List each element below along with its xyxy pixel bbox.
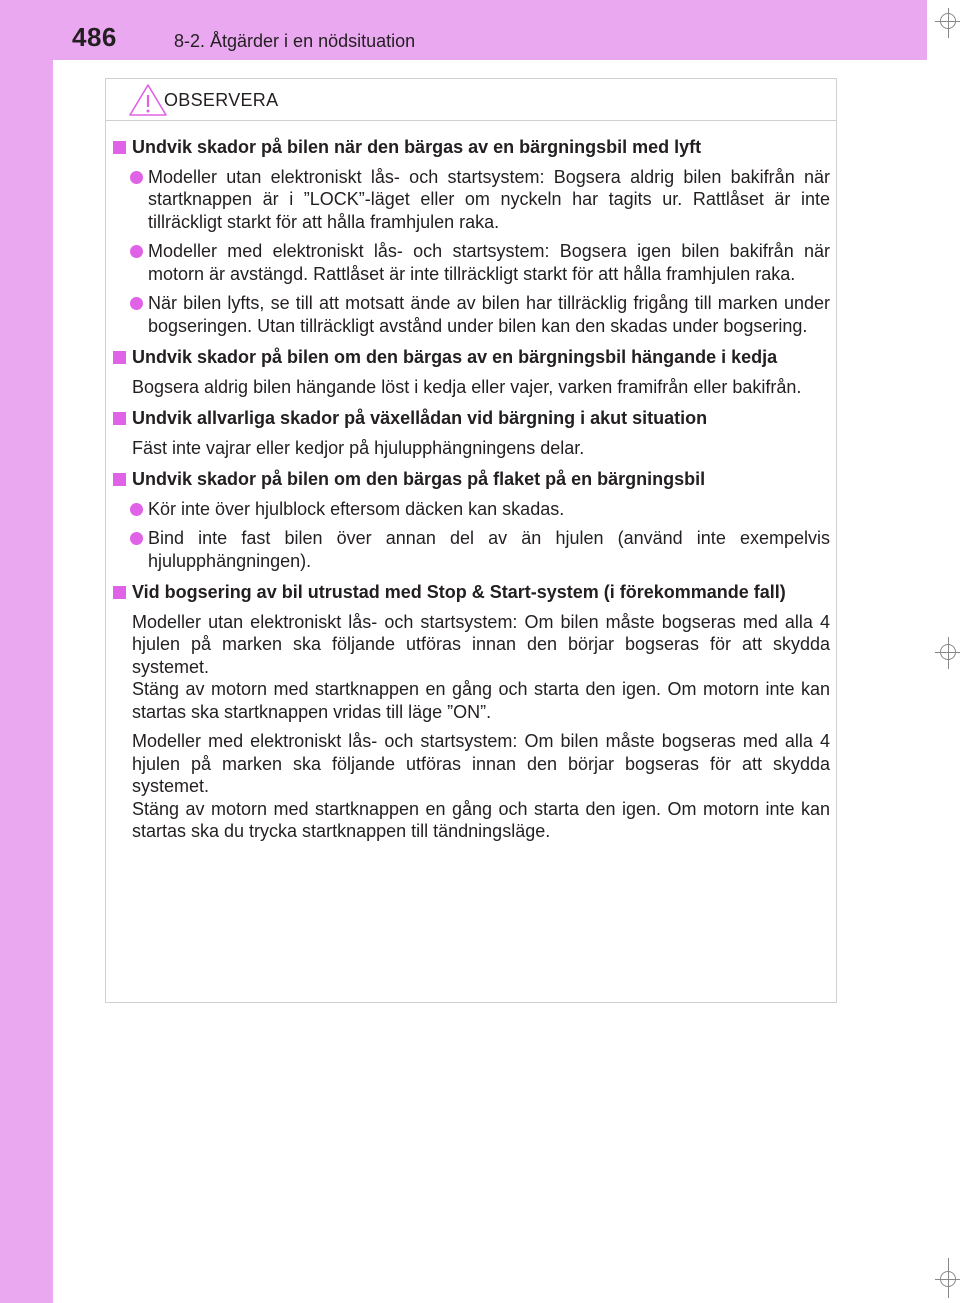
heading-square-marker <box>113 586 126 599</box>
notice-heading <box>113 468 830 491</box>
notice-heading <box>113 346 830 369</box>
warning-triangle-icon <box>128 83 168 117</box>
side-color-band <box>0 0 53 1303</box>
bullet-dot-marker <box>130 245 143 258</box>
heading-square-marker <box>113 141 126 154</box>
bullet-text: Modeller utan elektroniskt lås- och startsystem: Bogsera aldrig bilen bakifrån när startknappen är i ”LOCK”-läget eller om nyckeln har tagits ur. Rattlåset är inte tillräckligt starkt för att hålla framhjulen raka. <box>148 166 830 232</box>
bullet-dot-marker <box>130 532 143 545</box>
page-number: 486 <box>72 22 117 52</box>
bullet-text: Modeller med elektroniskt lås- och startsystem: Bogsera igen bilen bakifrån när motorn är avstängd. Rattlåset är inte tillräckligt starkt för att hålla framhjulen raka. <box>148 241 830 284</box>
notice-bullet <box>113 166 830 234</box>
section-title: 8-2. Åtgärder i en nödsituation <box>174 31 416 51</box>
crop-mark-bottom-right <box>935 1258 960 1298</box>
notice-paragraph: Modeller utan elektroniskt lås- och startsystem: Om bilen måste bogseras med alla 4 hjulen på marken ska följande utföras innan den börjar bogseras för att skydda systemet. Stäng av motorn med startknappen en gång och starta den igen. Om motorn inte kan startas ska startknappen vridas till läge ”ON”. <box>132 611 830 722</box>
notice-bullet <box>113 240 830 285</box>
heading-text: Vid bogsering av bil utrustad med Stop & Start-system (i förekommande fall) <box>132 582 786 602</box>
heading-text: Undvik skador på bilen om den bärgas på flaket på en bärgningsbil <box>132 469 706 489</box>
bullet-text: När bilen lyfts, se till att motsatt ände av bilen har tillräcklig frigång till marken under bogseringen. Utan tillräckligt avstånd under bilen kan den skadas under bogsering. <box>148 293 830 336</box>
bullet-dot-marker <box>130 171 143 184</box>
notice-bullet <box>113 292 830 337</box>
heading-text: Undvik skador på bilen när den bärgas av en bärgningsbil med lyft <box>132 137 702 157</box>
notice-header <box>106 79 836 121</box>
notice-bullet <box>113 527 830 572</box>
heading-square-marker <box>113 473 126 486</box>
notice-title: OBSERVERA <box>164 90 279 110</box>
header-color-band <box>0 0 927 60</box>
notice-content <box>113 136 830 843</box>
crop-mark-top-right <box>935 8 960 38</box>
notice-heading <box>113 136 830 159</box>
notice-heading <box>113 407 830 430</box>
heading-square-marker <box>113 351 126 364</box>
bullet-dot-marker <box>130 503 143 516</box>
bullet-dot-marker <box>130 297 143 310</box>
notice-box <box>105 78 837 1003</box>
bullet-text: Kör inte över hjulblock eftersom däcken kan skadas. <box>148 498 565 519</box>
notice-paragraph: Modeller med elektroniskt lås- och startsystem: Om bilen måste bogseras med alla 4 hjulen på marken ska följande utföras innan den börjar bogseras för att skydda systemet. Stäng av motorn med startknappen en gång och starta den igen. Om motorn inte kan startas ska du trycka startknappen till tändningsläge. <box>132 731 830 841</box>
notice-heading <box>113 581 830 604</box>
notice-bullet <box>113 498 830 521</box>
heading-text: Undvik allvarliga skador på växellådan vid bärgning i akut situation <box>132 408 708 428</box>
heading-text: Undvik skador på bilen om den bärgas av en bärgningsbil hängande i kedja <box>132 347 778 367</box>
heading-square-marker <box>113 412 126 425</box>
notice-paragraph: Fäst inte vajrar eller kedjor på hjulupphängningens delar. <box>132 437 585 458</box>
crop-mark-middle-right <box>935 637 960 669</box>
notice-paragraph: Bogsera aldrig bilen hängande löst i kedja eller vajer, varken framifrån eller bakifrån. <box>132 376 802 397</box>
bullet-text: Bind inte fast bilen över annan del av än hjulen (använd inte exempelvis hjulupphängningen). <box>148 528 830 571</box>
